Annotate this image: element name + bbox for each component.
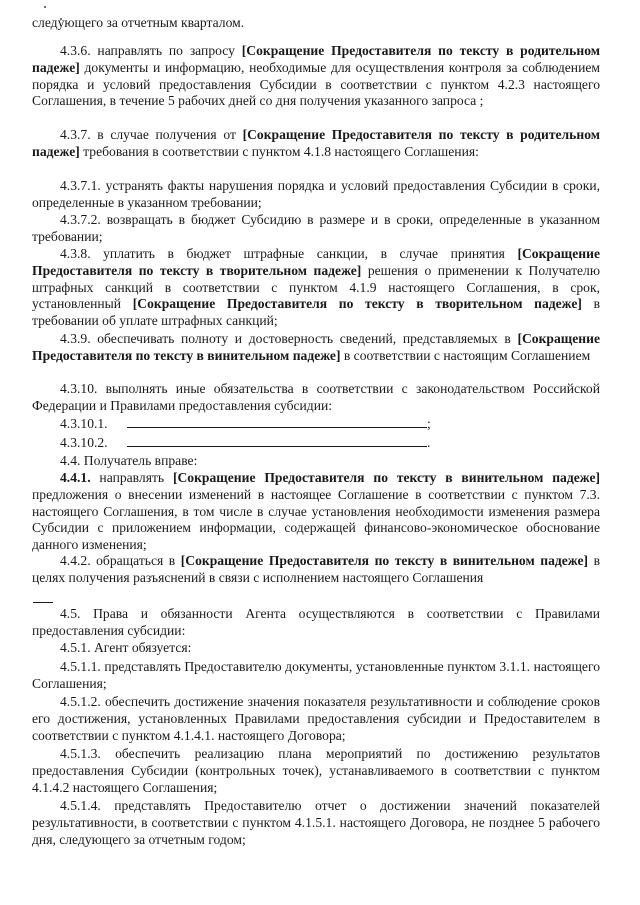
paragraph-4-3-7: 4.3.7. в случае получения от [Сокращение Предоставителя по тексту в родительном падеже] требования в соответствии с пунктом 4.1.8 настоящего Соглашения:: [32, 127, 600, 159]
clause-number: 4.4.1.: [60, 470, 91, 485]
paragraph-4-5-1: 4.5.1. Агент обязуется:: [60, 640, 192, 655]
paragraph-4-5-1-3: 4.5.1.3. обеспечить реализацию плана мероприятий по достижению результатов предоставления Субсидии (контрольных точек), устанавливаемого в соответствии с пунктом 4.1.4.2 настоящего Соглашения;: [32, 746, 600, 795]
placeholder-provider-accusative: [Сокращение Предоставителя по тексту в винительном падеже]: [32, 331, 600, 363]
paragraph-4-4-1: 4.4.1. направлять [Сокращение Предоставителя по тексту в винительном падеже] предложения о внесении изменений в настоящее Соглашение в соответствии с пунктом 7.3. настоящего Соглашения, в том числе в случае установления необходимости изменения размера Субсидии с приложением информации, содержащей финансово-экономическое обоснование данного изменения;: [32, 470, 601, 553]
paragraph-4-4-2: 4.4.2. обращаться в [Сокращение Предоставителя по тексту в винительном падеже] в целях получения разъяснений в связи с исполнением настоящего Соглашения: [32, 553, 600, 585]
paragraph-4-3-7-2: 4.3.7.2. возвращать в бюджет Субсидию в размере и в сроки, определенные в указанном требовании;: [32, 212, 600, 244]
placeholder-provider-accusative: [Сокращение Предоставителя по тексту в винительном падеже]: [172, 470, 601, 485]
paragraph-4-5-1-4: 4.5.1.4. представлять Предоставителю отчет о достижении значений показателей результативности, в соответствии с пунктом 4.1.5.1. настоящего Договора, не позднее 5 рабочего дня, следующего за отчетным годом;: [32, 798, 600, 847]
scan-speck: [44, 6, 46, 8]
paragraph-4-5-1-2: 4.5.1.2. обеспечить достижение значения показателя результативности и соблюдение сроков его достижения, установленных Правилами предоставления субсидии и Предоставителем в соответствии с пунктом 4.1.4.1. настоящего Договора;: [32, 694, 600, 743]
short-rule: [33, 602, 53, 603]
paragraph-4-3-9: 4.3.9. обеспечивать полноту и достоверность сведений, представляемых в [Сокращение Предоставителя по тексту в винительном падеже] в соответствии с настоящим Соглашением: [32, 331, 600, 363]
paragraph-4-5-1-1: 4.5.1.1. представлять Предоставителю документы, установленные пунктом 3.1.1. настоящего Соглашения;: [32, 659, 600, 691]
fill-in-blank: [127, 416, 427, 428]
paragraph-4-3-10-1: 4.3.10.1. ;: [60, 416, 431, 431]
placeholder-provider-genitive: [Сокращение Предоставителя по тексту в родительном падеже]: [32, 43, 600, 75]
paragraph-quarter-end: следующего за отчетным кварталом.: [32, 15, 245, 30]
paragraph-4-3-10-2: 4.3.10.2. .: [60, 435, 431, 450]
placeholder-provider-instrumental: [Сокращение Предоставителя по тексту в творительном падеже]: [32, 246, 600, 278]
placeholder-provider-instrumental: [Сокращение Предоставителя по тексту в творительном падеже]: [132, 296, 582, 312]
paragraph-4-3-7-1: 4.3.7.1. устранять факты нарушения порядка и условий предоставления Субсидии в сроки, определенные в указанном требовании;: [32, 178, 600, 210]
paragraph-4-3-8: 4.3.8. уплатить в бюджет штрафные санкции, в случае принятия [Сокращение Предоставителя по тексту в творительном падеже] решения о применении к Получателю штрафных санкций в соответствии с пунктом 4.1.9 настоящего Соглашения, в срок, установленный [Сокращение Предоставителя по тексту в творительном падеже] в требовании об уплате штрафных санкций;: [32, 246, 600, 329]
placeholder-provider-genitive: [Сокращение Предоставителя по тексту в родительном падеже]: [32, 127, 600, 159]
fill-in-blank: [127, 435, 427, 447]
paragraph-4-4: 4.4. Получатель вправе:: [60, 453, 198, 468]
paragraph-4-3-10: 4.3.10. выполнять иные обязательства в соответствии с законодательством Российской Федерации и Правилами предоставления субсидии:: [32, 381, 600, 413]
placeholder-provider-accusative: [Сокращение Предоставителя по тексту в винительном падеже]: [180, 553, 589, 568]
paragraph-4-3-6: 4.3.6. направлять по запросу [Сокращение Предоставителя по тексту в родительном падеже] документы и информацию, необходимые для осуществления контроля за соблюдением порядка и условий предоставления Субсидии в соответствии с пунктом 4.2.3 настоящего Соглашения, в течение 5 рабочих дней со дня получения указанного запроса ;: [32, 43, 600, 109]
paragraph-4-5: 4.5. Права и обязанности Агента осуществляются в соответствии с Правилами предоставления субсидии:: [32, 606, 600, 638]
